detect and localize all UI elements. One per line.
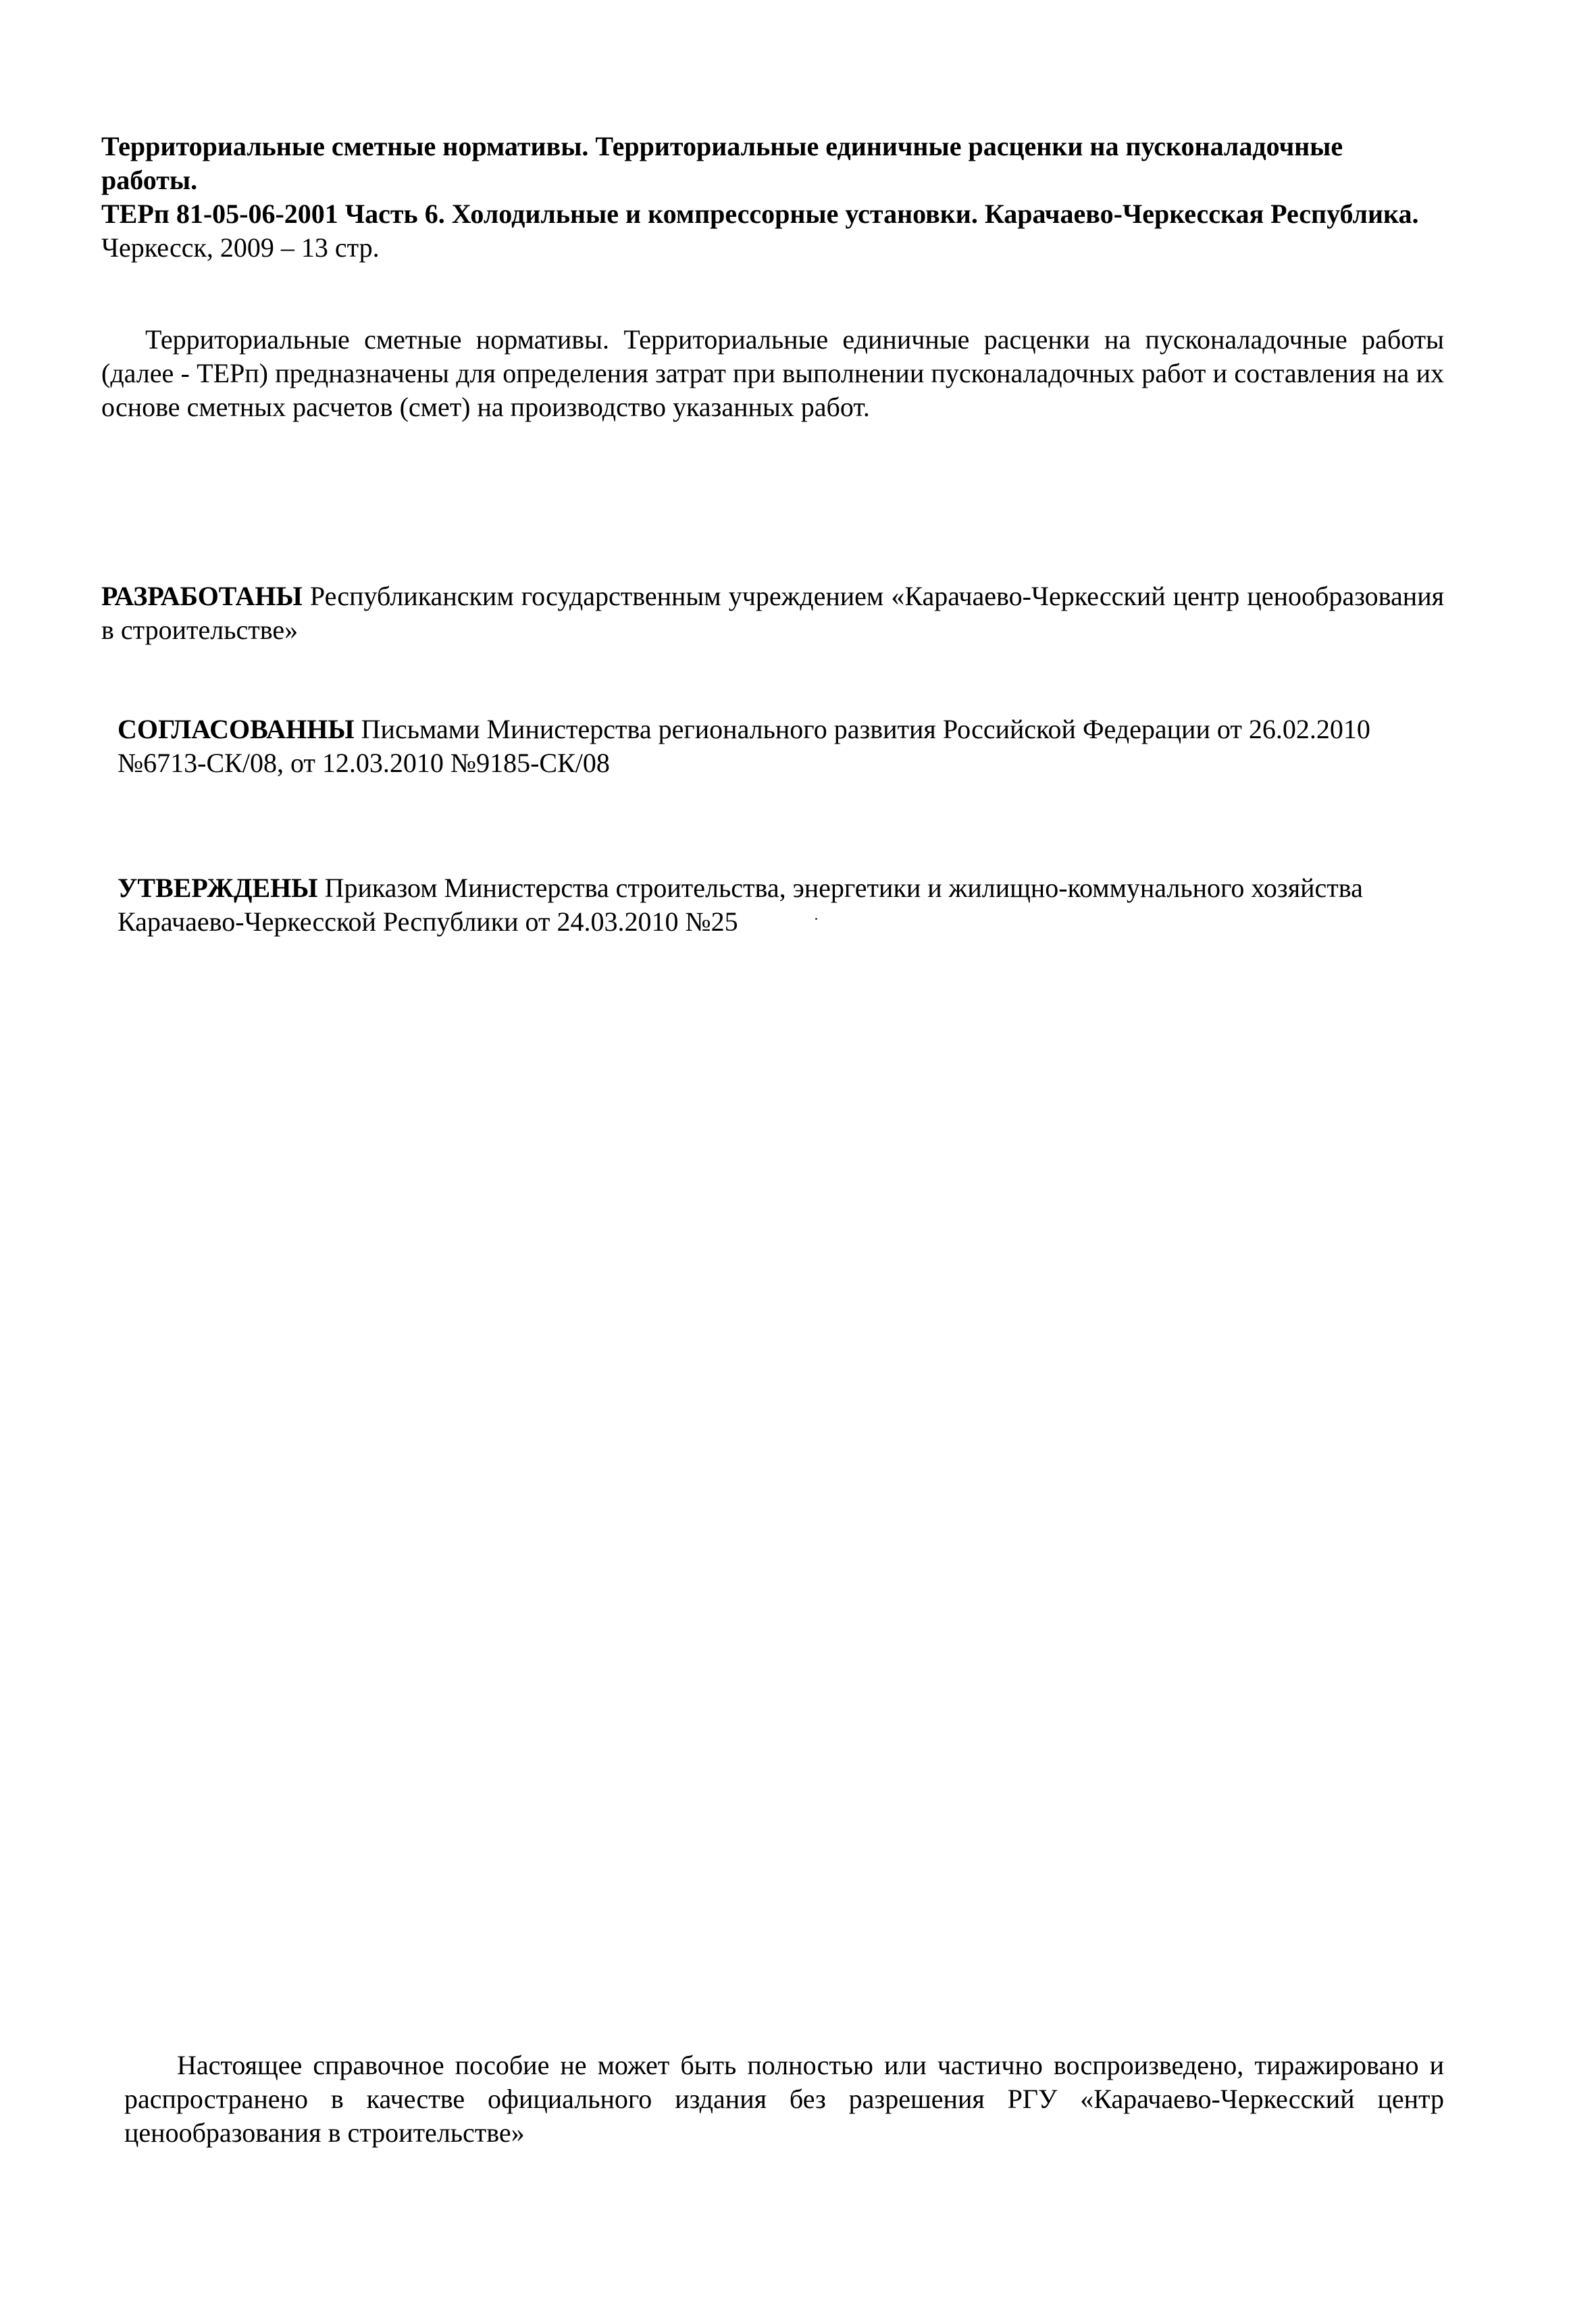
- document-title: Территориальные сметные нормативы. Территориальные единичные расценки на пусконаладочные работы.: [101, 131, 1343, 195]
- agreed-label: СОГЛАСОВАННЫ: [118, 714, 355, 744]
- developed-label: РАЗРАБОТАНЫ: [101, 581, 303, 611]
- agreed-text: Письмами Министерства регионального развития Российской Федерации от 26.02.2010 №6713-СК/08, от 12.03.2010 №9185-СК/08: [118, 714, 1370, 778]
- approved-text: Приказом Министерства строительства, энергетики и жилищно-коммунального хозяйства Карачаево-Черкесской Республики от 24.03.2010 №25: [118, 873, 1363, 937]
- document-header: [101, 130, 1439, 265]
- agreed-paragraph: [118, 713, 1444, 780]
- scan-speck: [815, 918, 817, 920]
- approved-label: УТВЕРЖДЕНЫ: [118, 873, 318, 903]
- approved-paragraph: [118, 871, 1444, 939]
- copyright-notice: Настоящее справочное пособие не может быть полностью или частично воспроизведено, тиражировано и распространено в качестве официального издания без разрешения РГУ «Карачаево-Черкесский центр ценообразования в строительстве»: [124, 2050, 1444, 2148]
- intro-paragraph: Территориальные сметные нормативы. Территориальные единичные расценки на пусконаладочные работы (далее - ТЕРп) предназначены для определения затрат при выполнении пусконаладочных работ и составления на их основе сметных расчетов (смет) на производство указанных работ.: [101, 324, 1444, 422]
- developed-text: Республиканским государственным учреждением «Карачаево-Черкесский центр ценообразования в строительстве»: [101, 581, 1444, 645]
- publication-info: Черкесск, 2009 – 13 стр.: [101, 232, 380, 263]
- document-subtitle: ТЕРп 81-05-06-2001 Часть 6. Холодильные и компрессорные установки. Карачаево-Черкесская Республика.: [101, 199, 1419, 229]
- developed-paragraph: [101, 580, 1444, 647]
